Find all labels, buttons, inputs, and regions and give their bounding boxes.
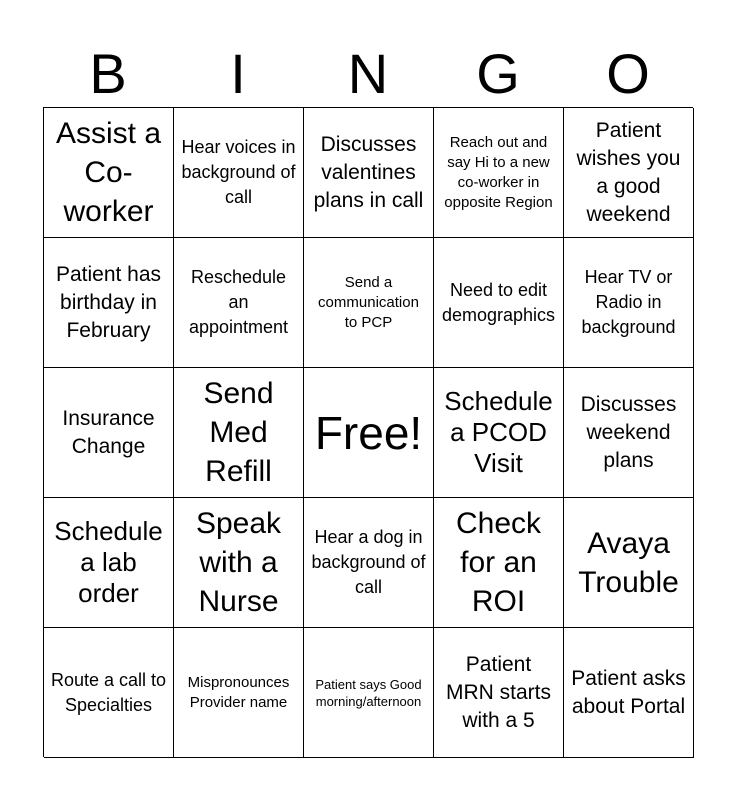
bingo-cell[interactable] (564, 108, 694, 238)
bingo-cell[interactable] (434, 108, 564, 238)
bingo-cell-text: Reach out and say Hi to a new co-worker in opposite Region (444, 133, 553, 211)
bingo-cell[interactable] (304, 498, 434, 628)
bingo-cell[interactable] (174, 238, 304, 368)
bingo-cell-text: Assist a Co-worker (55, 117, 162, 228)
bingo-cell[interactable] (174, 108, 304, 238)
bingo-cell[interactable] (434, 368, 564, 498)
bingo-cell-text: Send a communication to PCP (318, 273, 419, 331)
bingo-cell-text: Need to edit demographics (441, 279, 556, 325)
bingo-cell-text: Mispronounces Provider name (187, 673, 290, 711)
bingo-cell-text: Avaya Trouble (578, 526, 679, 599)
bingo-cell-text: Discusses valentines plans in call (313, 132, 424, 212)
bingo-cell[interactable] (304, 628, 434, 758)
bingo-cell[interactable] (434, 498, 564, 628)
bingo-cell[interactable] (304, 108, 434, 238)
bingo-cell[interactable] (44, 498, 174, 628)
bingo-cell[interactable] (564, 368, 694, 498)
bingo-cell-text: Patient says Good morning/afternoon (315, 676, 422, 709)
bingo-cell-text: Patient MRN starts with a 5 (446, 652, 551, 732)
bingo-cell-text: Schedule a lab order (54, 516, 163, 608)
free-space-text: Free! (314, 406, 423, 459)
bingo-cell[interactable] (564, 498, 694, 628)
bingo-cell-text: Schedule a PCOD Visit (444, 386, 553, 478)
bingo-cell[interactable] (434, 238, 564, 368)
bingo-board (43, 107, 693, 757)
bingo-header (43, 40, 693, 108)
bingo-cell-text: Hear voices in background of call (181, 137, 296, 207)
bingo-cell-text: Hear a dog in background of call (311, 527, 426, 597)
bingo-cell-text: Reschedule an appointment (188, 267, 289, 337)
bingo-cell-text: Insurance Change (62, 406, 155, 458)
header-letter-g: G (476, 42, 520, 105)
bingo-cell-text: Discusses weekend plans (580, 392, 677, 472)
bingo-cell-text: Patient asks about Portal (571, 666, 686, 718)
header-letter-n: N (347, 42, 389, 105)
header-letter-i: I (230, 42, 246, 105)
bingo-cell-text: Patient has birthday in February (55, 262, 162, 342)
bingo-cell[interactable] (564, 238, 694, 368)
bingo-cell-text: Send Med Refill (203, 377, 274, 488)
bingo-cell-text: Patient wishes you a good weekend (576, 118, 681, 226)
bingo-cell-text: Route a call to Specialties (50, 669, 167, 715)
header-letter-o: O (606, 42, 650, 105)
bingo-cell[interactable] (44, 238, 174, 368)
header-letter-b: B (89, 42, 127, 105)
bingo-cell[interactable] (174, 498, 304, 628)
bingo-cell[interactable] (174, 628, 304, 758)
bingo-cell[interactable] (44, 108, 174, 238)
bingo-cell[interactable] (174, 368, 304, 498)
bingo-cell[interactable] (44, 628, 174, 758)
bingo-cell[interactable] (304, 238, 434, 368)
bingo-cell-text: Speak with a Nurse (195, 507, 282, 618)
bingo-cell-text: Check for an ROI (455, 507, 542, 618)
bingo-cell[interactable] (564, 628, 694, 758)
bingo-cell[interactable] (44, 368, 174, 498)
free-space[interactable] (304, 368, 434, 498)
bingo-cell[interactable] (434, 628, 564, 758)
bingo-cell-text: Hear TV or Radio in background (581, 267, 676, 337)
